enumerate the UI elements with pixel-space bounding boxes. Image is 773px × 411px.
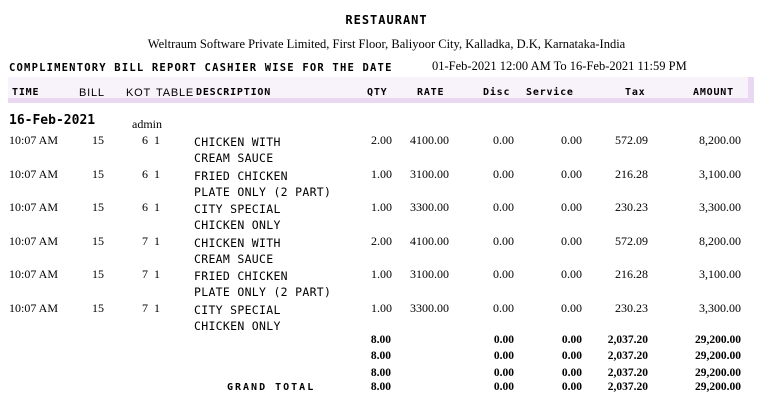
row-qty: 2.00 — [371, 234, 392, 248]
row-description-line: PLATE ONLY (2 PART) — [194, 185, 332, 199]
row-description-line: CITY SPECIAL — [194, 202, 281, 216]
row-service: 0.00 — [561, 133, 582, 147]
total-amount: 29,200.00 — [695, 367, 741, 379]
row-time: 10:07 AM — [9, 200, 59, 214]
company-address: Weltraum Software Private Limited, First Floor, Baliyoor City, Kalladka, D.K, Karnataka-India — [147, 37, 626, 51]
total-qty: 8.00 — [370, 367, 391, 379]
total-disc: 0.00 — [493, 350, 514, 362]
column-header-tax: Tax — [625, 87, 646, 98]
row-disc: 0.00 — [493, 200, 514, 214]
row-time: 10:07 AM — [9, 301, 59, 315]
total-service: 0.00 — [561, 334, 582, 346]
row-disc: 0.00 — [493, 267, 514, 281]
row-kot: 7 — [142, 301, 148, 315]
row-qty: 1.00 — [371, 301, 392, 315]
group-date: 16-Feb-2021 — [9, 113, 96, 128]
row-description-line: CREAM SAUCE — [194, 151, 274, 165]
row-description-line: CHICKEN WITH — [194, 236, 281, 250]
column-header-qty: QTY — [367, 87, 388, 98]
row-rate: 4100.00 — [410, 234, 449, 248]
total-qty: 8.00 — [370, 334, 391, 346]
column-header-time: TIME — [12, 87, 40, 98]
row-description-line: CHICKEN ONLY — [194, 319, 281, 333]
row-kot: 6 — [142, 200, 148, 214]
row-table: 1 — [154, 234, 160, 248]
total-disc: 0.00 — [493, 381, 514, 393]
row-service: 0.00 — [561, 234, 582, 248]
row-service: 0.00 — [561, 167, 582, 181]
row-tax: 572.09 — [615, 234, 648, 248]
row-rate: 3100.00 — [410, 167, 449, 181]
column-header-service: Service — [526, 87, 574, 98]
total-amount: 29,200.00 — [695, 334, 741, 346]
total-qty: 8.00 — [370, 381, 391, 393]
row-description-line: FRIED CHICKEN — [194, 169, 288, 183]
row-table: 1 — [154, 267, 160, 281]
row-qty: 1.00 — [371, 267, 392, 281]
date-range: 01-Feb-2021 12:00 AM To 16-Feb-2021 11:59 PM — [432, 59, 687, 73]
column-header-rate: RATE — [417, 87, 445, 98]
row-service: 0.00 — [561, 267, 582, 281]
row-table: 1 — [154, 200, 160, 214]
row-tax: 572.09 — [615, 133, 648, 147]
column-header-bill: BILL — [79, 87, 105, 99]
row-description — [194, 235, 281, 267]
column-header-kot: KOT — [126, 87, 152, 99]
row-kot: 7 — [142, 267, 148, 281]
report-title: RESTAURANT — [345, 13, 428, 27]
row-qty: 1.00 — [371, 167, 392, 181]
row-description — [194, 168, 331, 200]
column-header-disc: Disc — [483, 87, 511, 98]
row-tax: 216.28 — [615, 267, 648, 281]
row-amount: 8,200.00 — [699, 234, 741, 248]
row-kot: 6 — [142, 167, 148, 181]
row-description-line: PLATE ONLY (2 PART) — [194, 285, 332, 299]
row-kot: 6 — [142, 133, 148, 147]
total-amount: 29,200.00 — [695, 350, 741, 362]
total-tax: 2,037.20 — [607, 367, 648, 379]
total-tax: 2,037.20 — [607, 334, 648, 346]
row-description-line: FRIED CHICKEN — [194, 269, 288, 283]
row-disc: 0.00 — [493, 133, 514, 147]
row-disc: 0.00 — [493, 234, 514, 248]
row-description-line: CHICKEN ONLY — [194, 218, 281, 232]
row-time: 10:07 AM — [9, 234, 59, 248]
row-bill: 15 — [92, 167, 104, 181]
total-amount: 29,200.00 — [695, 381, 741, 393]
row-description-line: CITY SPECIAL — [194, 303, 281, 317]
grand-total-label: GRAND TOTAL — [227, 382, 316, 393]
row-rate: 4100.00 — [410, 133, 449, 147]
row-qty: 2.00 — [371, 133, 392, 147]
row-table: 1 — [154, 301, 160, 315]
column-header-amount: AMOUNT — [693, 87, 734, 98]
row-amount: 3,300.00 — [699, 301, 741, 315]
column-header-description: DESCRIPTION — [196, 87, 272, 98]
total-qty: 8.00 — [370, 350, 391, 362]
total-service: 0.00 — [561, 381, 582, 393]
row-service: 0.00 — [561, 301, 582, 315]
row-bill: 15 — [92, 301, 104, 315]
row-table: 1 — [154, 167, 160, 181]
total-service: 0.00 — [561, 350, 582, 362]
row-qty: 1.00 — [371, 200, 392, 214]
row-disc: 0.00 — [493, 167, 514, 181]
row-time: 10:07 AM — [9, 267, 59, 281]
row-tax: 230.23 — [615, 301, 648, 315]
row-amount: 3,300.00 — [699, 200, 741, 214]
row-time: 10:07 AM — [9, 133, 59, 147]
row-bill: 15 — [92, 234, 104, 248]
row-amount: 3,100.00 — [699, 167, 741, 181]
row-description — [194, 268, 331, 300]
row-rate: 3100.00 — [410, 267, 449, 281]
row-description — [194, 134, 281, 166]
row-disc: 0.00 — [493, 301, 514, 315]
cashier-name: admin — [132, 117, 162, 131]
total-service: 0.00 — [561, 367, 582, 379]
column-header-table: TABLE — [156, 87, 195, 99]
row-bill: 15 — [92, 200, 104, 214]
row-description — [194, 201, 281, 233]
row-rate: 3300.00 — [410, 301, 449, 315]
row-tax: 216.28 — [615, 167, 648, 181]
row-tax: 230.23 — [615, 200, 648, 214]
total-disc: 0.00 — [493, 367, 514, 379]
row-time: 10:07 AM — [9, 167, 59, 181]
report-name: COMPLIMENTORY BILL REPORT CASHIER WISE FOR THE DATE — [9, 62, 393, 74]
row-description-line: CHICKEN WITH — [194, 135, 281, 149]
row-service: 0.00 — [561, 200, 582, 214]
row-description-line: CREAM SAUCE — [194, 252, 274, 266]
row-amount: 8,200.00 — [699, 133, 741, 147]
row-amount: 3,100.00 — [699, 267, 741, 281]
row-description — [194, 302, 281, 334]
row-table: 1 — [154, 133, 160, 147]
row-kot: 7 — [142, 234, 148, 248]
row-rate: 3300.00 — [410, 200, 449, 214]
row-bill: 15 — [92, 267, 104, 281]
total-tax: 2,037.20 — [607, 350, 648, 362]
row-bill: 15 — [92, 133, 104, 147]
total-disc: 0.00 — [493, 334, 514, 346]
total-tax: 2,037.20 — [607, 381, 648, 393]
